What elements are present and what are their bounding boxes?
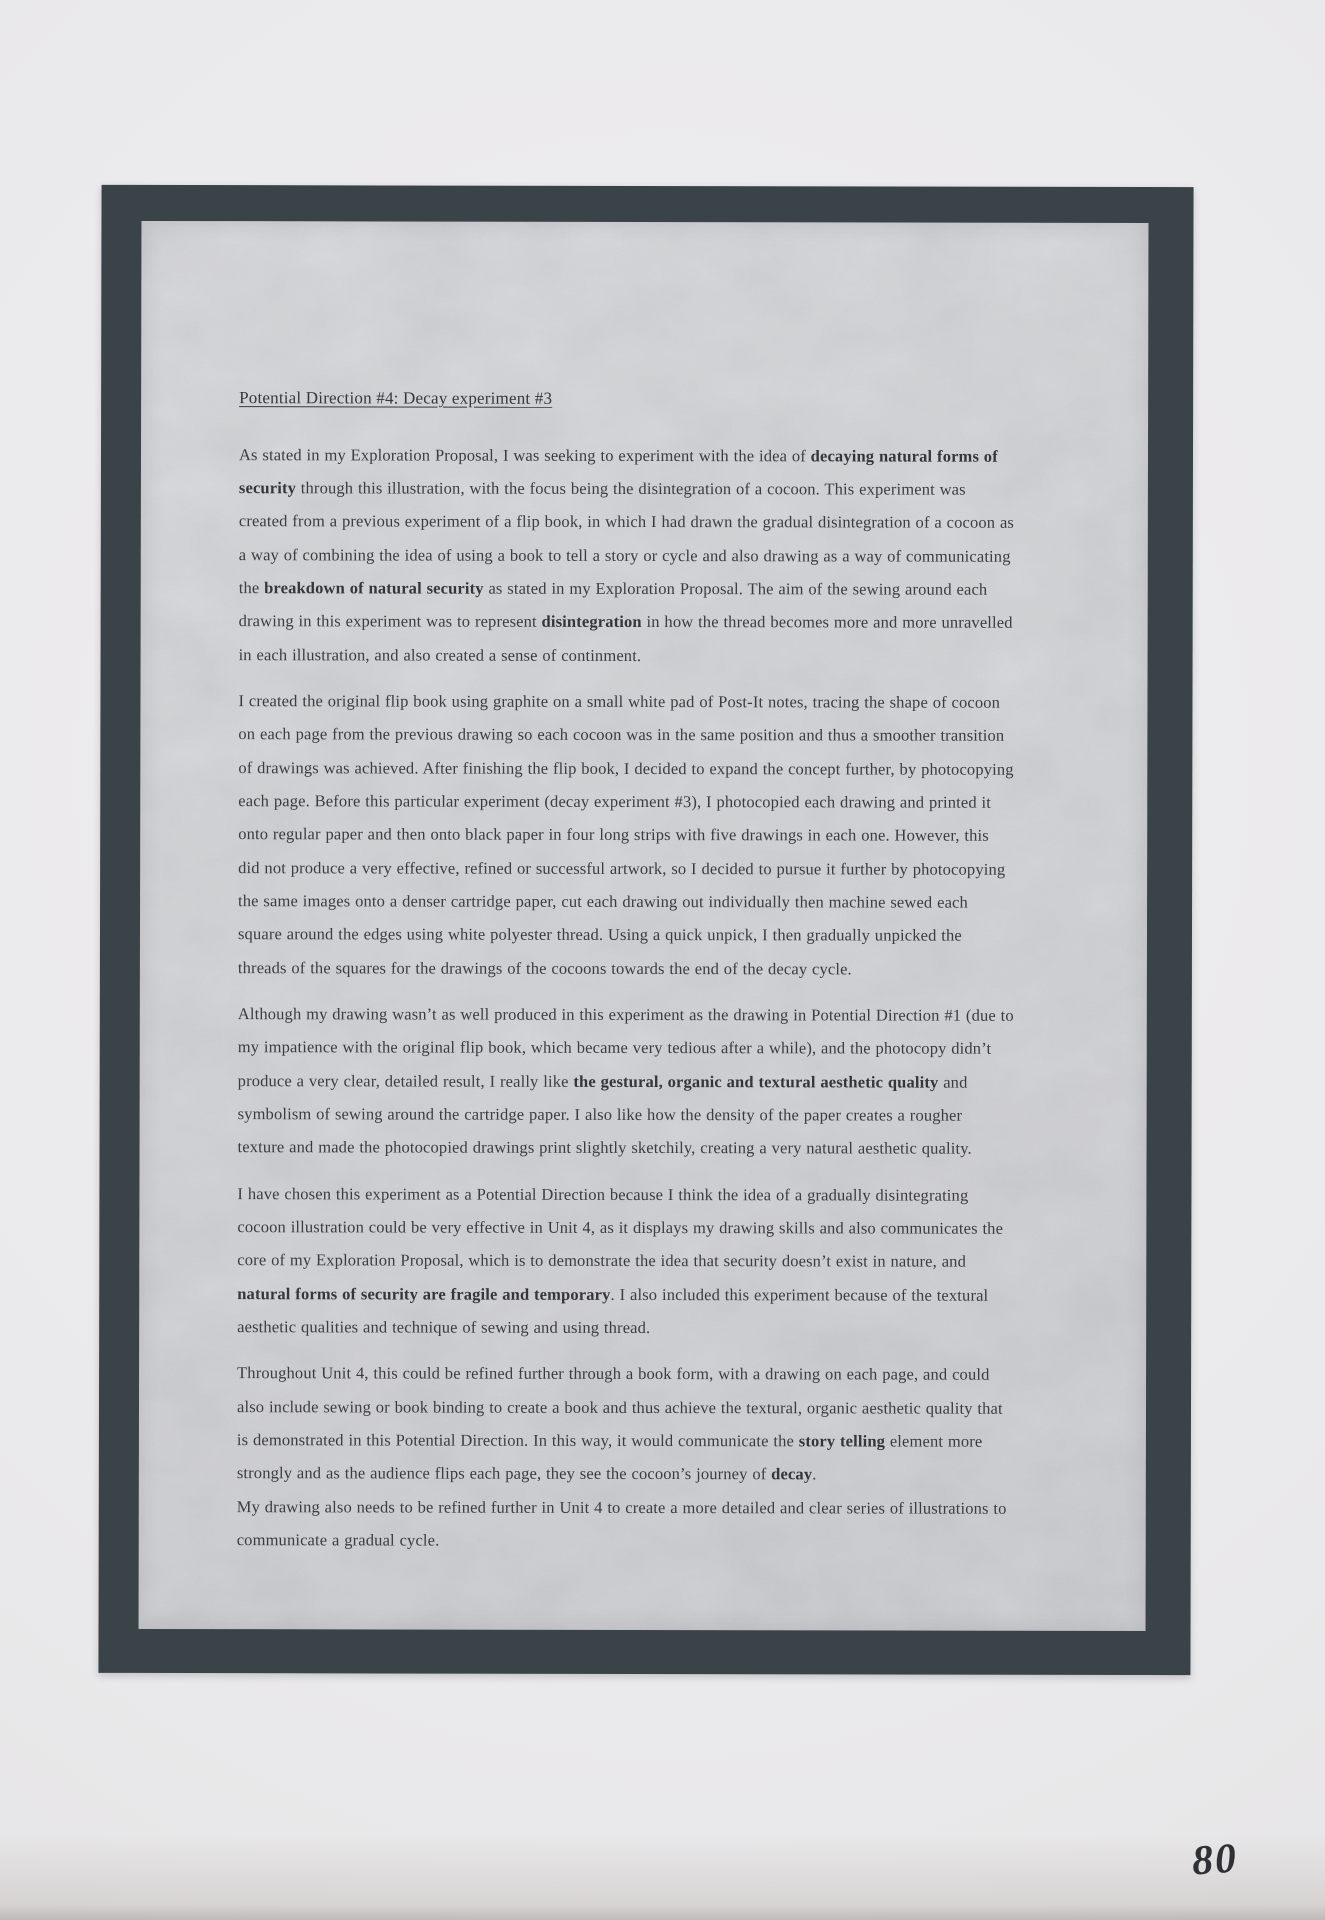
document-content bbox=[237, 386, 1015, 1571]
text-segment: in how the thread becomes more and more unravelled in each illustration, and also created a sense of continment. bbox=[238, 612, 1013, 665]
text-segment: I created the original flip book using graphite on a small white pad of Post-It notes, tracing the shape of cocoon on each page from the previous drawing so each cocoon was in the same position and thus a smoother transition of drawings was achieved. After finishing the flip book, I decided to expand the concept further, by photocopying each page. Before this particular experiment (decay experiment #3), I photocopied each drawing and printed it onto regular paper and then onto black paper in four long strips with five drawings in each one. However, this did not produce a very effective, refined or successful artwork, so I decided to pursue it further by photocopying the same images onto a denser cartridge paper, cut each drawing out individually then machine sewed each square around the edges using white polyester thread. Using a quick unpick, I then gradually unpicked the threads of the squares for the drawings of the cocoons towards the end of the decay cycle. bbox=[237, 691, 1014, 979]
portfolio-mat-frame bbox=[98, 185, 1193, 1675]
text-segment: . bbox=[812, 1464, 817, 1484]
essay-paragraph bbox=[238, 684, 1015, 986]
bold-text-segment: disintegration bbox=[541, 612, 642, 632]
document-paper bbox=[139, 221, 1149, 1631]
essay-paragraph bbox=[237, 1177, 1013, 1345]
essay-paragraph bbox=[237, 1356, 1013, 1491]
text-segment: I have chosen this experiment as a Potential Direction because I think the idea of a gradually disintegrating cocoon illustration could be very effective in Unit 4, as it displays my drawing skills and also communicates the core of my Exploration Proposal, which is to demonstrate the idea that security doesn’t exist in nature, and bbox=[237, 1183, 1004, 1272]
essay-paragraph bbox=[239, 438, 1015, 673]
text-segment: As stated in my Exploration Proposal, I was seeking to experiment with the idea of bbox=[238, 444, 811, 466]
document-heading: Potential Direction #4: Decay experiment #3 bbox=[239, 388, 553, 408]
text-segment: . I also included this experiment because of the textural aesthetic qualities and technique of sewing and using thread. bbox=[237, 1284, 989, 1338]
text-segment: through this illustration, with the focus being the disintegration of a cocoon. This experiment was created from a previous experiment of a flip book, in which I had drawn the gradual disintegration of a cocoon as a way of combining the idea of using a book to tell a story or cycle and also drawing as a way of communicating the bbox=[238, 478, 1015, 598]
text-segment: element more strongly and as the audience flips each page, they see the cocoon’s journey of bbox=[236, 1431, 983, 1484]
essay-paragraphs bbox=[237, 438, 1015, 1558]
essay-paragraph bbox=[237, 1490, 1013, 1558]
text-segment: and symbolism of sewing around the cartridge paper. I also like how the density of the paper creates a rougher texture and made the photocopied drawings print slightly sketchily, creating a very natural aesthetic quality. bbox=[237, 1072, 972, 1159]
text-segment: My drawing also needs to be refined further in Unit 4 to create a more detailed and clear series of illustrations to communicate a gradual cycle. bbox=[236, 1496, 1007, 1550]
bold-text-segment: breakdown of natural security bbox=[264, 578, 484, 598]
bold-text-segment: the gestural, organic and textural aesthetic quality bbox=[573, 1071, 939, 1092]
bold-text-segment: story telling bbox=[798, 1431, 886, 1451]
text-segment: Although my drawing wasn’t as well produced in this experiment as the drawing in Potential Direction #1 (due to my impatience with the original flip book, which became very tedious after a while), and the photocopy didn’t produce a very clear, detailed result, I really like bbox=[237, 1004, 1014, 1091]
text-segment: as stated in my Exploration Proposal. The aim of the sewing around each drawing in this experiment was to represent bbox=[238, 578, 988, 632]
bold-text-segment: decay bbox=[771, 1464, 813, 1484]
text-segment: Throughout Unit 4, this could be refined further through a book form, with a drawing on each page, and could also include sewing or book binding to create a book and thus achieve the textural, organic aesthetic quality that is demonstrated in this Potential Direction. In this way, it would communicate the bbox=[236, 1363, 1003, 1451]
handwritten-page-number: 80 bbox=[1190, 1835, 1240, 1885]
bold-text-segment: decaying natural forms of security bbox=[238, 446, 998, 498]
essay-paragraph bbox=[238, 997, 1014, 1165]
bold-text-segment: natural forms of security are fragile and temporary bbox=[237, 1283, 611, 1304]
